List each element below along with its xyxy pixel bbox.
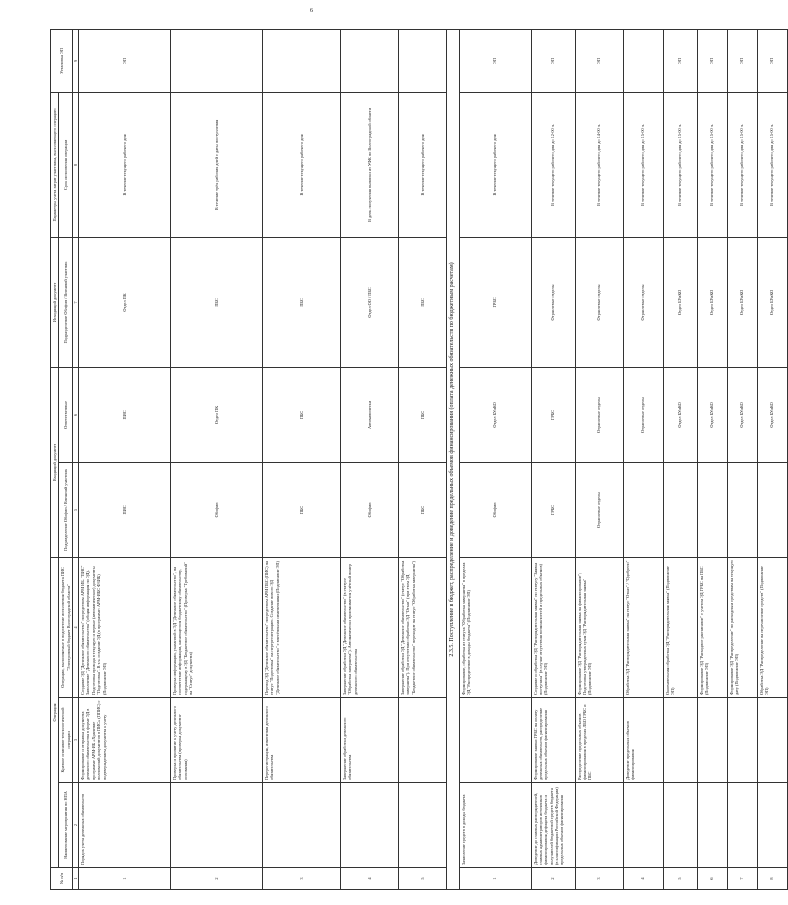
cell-tech <box>663 698 697 783</box>
cell-no: 1 <box>459 868 531 890</box>
cell-dept-in <box>623 462 663 557</box>
cell-ops: Формирование, обработка из статуса "Обработка завершена" в пределах ЭД "Распределение в доходы бюджета" (Подписание ЭП) <box>459 557 531 697</box>
header-dept-in: Подразделение Облфин / Внешний участник <box>59 462 73 557</box>
col-number: 8 <box>73 92 79 237</box>
cell-ep: ЭП <box>727 29 757 92</box>
cell-dept-in: ГРБС <box>531 462 575 557</box>
cell-tech: Формирование заявки ГРБС на оплату денежных обязательств, распределение предельных объемов финансирования <box>531 698 575 783</box>
cell-dept-in <box>697 462 727 557</box>
cell-event <box>263 783 341 868</box>
bottom-rows <box>459 29 787 889</box>
header-system-ops: Операции, выполняемые в подсистеме исполнения бюджета ПИС "Электронный бюджет Волгоградской области" <box>59 557 73 697</box>
cell-responsible: ПБС <box>399 367 447 462</box>
cell-ops: Создание ЭД "Денежное обязательство" посредством АРМ ИБ. "ПИС" Заполнение "Денежного обязательства" (общая информация по ЭД). Подготовка прохода в текущую и первые (автоматическое) документы "Подготовка". В т.ч. создание ЭД (в программе: АРМ-ИБС ФЗИБ) (Подписание ЭП) <box>79 557 171 697</box>
cell-dept-out: ГРБС <box>459 237 531 367</box>
cell-no: 6 <box>697 868 727 890</box>
cell-dept-out: Отраслевые отделы <box>623 237 663 367</box>
cell-ops: Проверка информации, указанной в ЭД "Денежное обязательство", на соответствие информации, касающегося бюджетному обязательству, содержащему в ЭД "Бюджетное обязательство" (Проверка "Требований" на "Статус" документа) <box>171 557 263 697</box>
cell-dept-in: ПИС <box>79 462 171 557</box>
cell-dept-out: Отдел БУиКО <box>697 237 727 367</box>
col-number: 4 <box>73 557 79 697</box>
cell-event: Доведение до главных распорядителей, главных администраторов источников финансирования дефицита бюджета и получателей бюджетной средств бюджета (в классификации Российской Федерации) предельных объемов финансирования <box>531 783 575 868</box>
cell-ops: Формирование ЭД "Распорядительная заявка на финансирование"; Подготовка утвержденных сумм ЭД "Распорядительная заявка" (Подписание ЭП) <box>575 557 623 697</box>
cell-deadline: В день получения выписки из УФК по Волгоградской области <box>341 92 399 237</box>
cell-dept-out: ПБС <box>263 237 341 367</box>
header-incoming-doc: Входящий документ <box>51 367 59 557</box>
cell-ops: Обработка ЭД "Распорядительная заявка" на статус "Отказ" / "Одобрено" <box>623 557 663 697</box>
col-number: 9 <box>73 29 79 92</box>
cell-responsible: Автоматически <box>341 367 399 462</box>
cell-responsible: ПИС <box>79 367 171 462</box>
cell-deadline: В течение текущего рабочего дня до 14-00 ч. <box>575 92 623 237</box>
col-number: 3 <box>73 698 79 783</box>
col-number: 6 <box>73 367 79 462</box>
cell-dept-in: Облфин <box>171 462 263 557</box>
cell-dept-in <box>663 462 697 557</box>
cell-deadline: В течение текущего рабочего дня до 15-00 ч. <box>727 92 757 237</box>
col-number: 7 <box>73 237 79 367</box>
table-row <box>575 29 623 889</box>
cell-ep <box>171 29 263 92</box>
cell-ops: Обработка ЭД "Распределение на перечисление средств" (Подписание ЭП) <box>757 557 787 697</box>
cell-dept-in: Отраслевые отделы <box>575 462 623 557</box>
cell-tech: Перерегистрация, изменения денежного обязательства <box>263 698 341 783</box>
cell-deadline: В течение текущего рабочего дня <box>263 92 341 237</box>
cell-ep: ЭП <box>697 29 727 92</box>
cell-ep <box>399 29 447 92</box>
table-row <box>757 29 787 889</box>
cell-no: 3 <box>575 868 623 890</box>
cell-responsible: Отдел БУиКО <box>727 367 757 462</box>
cell-ep: ЭП <box>531 29 575 92</box>
cell-tech <box>727 698 757 783</box>
col-number: 1 <box>73 868 79 890</box>
cell-ops: Завершение обработки ЭД "Денежное обязательство" (статус "Обработка завершена"). При отсутствии обработки ЭД "Отказ" (при этом ЭД "Бюджетное обязательство" переходит на статус "Обработка завершена") <box>399 557 447 697</box>
cell-responsible: Отраслевые отделы <box>623 367 663 462</box>
cell-event <box>623 783 663 868</box>
cell-no: 5 <box>663 868 697 890</box>
table-row <box>623 29 663 889</box>
cell-dept-out: Отдел ОО / ПБС <box>341 237 399 367</box>
cell-tech: Завершение обработки денежного обязательства <box>341 698 399 783</box>
cell-ep: ЭП <box>757 29 787 92</box>
header-responsible: Ответственные <box>59 367 73 462</box>
cell-ops: Перевод ЭД "Денежное обязательство" посредством АРМ ПБС (ПИС) на статус "Подготовка" на перерегистрацию. Создание нового ЭД "Денежное обязательство" с внесёнными изменениями (Подписание ЭП) <box>263 557 341 697</box>
cell-deadline: В течение текущего рабочего дня до 15-00 ч. <box>663 92 697 237</box>
cell-tech: Распределение предельных объемов финансирования в пределах ЛБО ГРБС и ПБС <box>575 698 623 783</box>
cell-responsible: ПБС <box>263 367 341 462</box>
cell-dept-in: ПБС <box>263 462 341 557</box>
cell-no: 7 <box>727 868 757 890</box>
cell-ops: Формирование ЭД "Распределение" по расходным средствам на текущую дату (Подписание ЭП) <box>727 557 757 697</box>
cell-dept-in: Облфин <box>459 462 531 557</box>
cell-no: 4 <box>623 868 663 890</box>
header-no: № п/п <box>51 868 73 890</box>
cell-no: 4 <box>341 868 399 890</box>
cell-deadline: В течение текущего рабочего дня до 15-00 ч. <box>757 92 787 237</box>
page-number: 6 <box>310 8 313 14</box>
cell-tech: Формирование и отправка документа денежного обязательства в форме ЭД в программе АРМ-ИБ «Хранение полномочий документов в ПИС» (ППИС) с подтверждением документа к учету <box>79 698 171 783</box>
cell-deadline: В течение текущего рабочего дня до 15-00 ч. <box>623 92 663 237</box>
cell-responsible: Отдел ПК <box>171 367 263 462</box>
header-event-name: Наименование мероприятия по НПА <box>59 783 73 868</box>
cell-no: 1 <box>79 868 171 890</box>
process-table <box>50 29 788 890</box>
cell-no: 3 <box>263 868 341 890</box>
header-deadline: Срок исполнения операции <box>59 92 73 237</box>
table-row <box>459 29 531 889</box>
cell-deadline: В течение текущего рабочего дня <box>459 92 531 237</box>
cell-tech: Доведение предельных объемов финансирования <box>623 698 663 783</box>
cell-dept-in: ПБС <box>399 462 447 557</box>
col-number: 5 <box>73 462 79 557</box>
table-row <box>399 29 447 889</box>
table-row <box>697 29 727 889</box>
cell-event <box>575 783 623 868</box>
cell-no: 2 <box>171 868 263 890</box>
cell-deadline: В течение текущего рабочего дня до 12-00 ч. <box>531 92 575 237</box>
cell-ep: ЭП <box>459 29 531 92</box>
cell-dept-in <box>727 462 757 557</box>
cell-ep <box>341 29 399 92</box>
cell-ep: ЭП <box>663 29 697 92</box>
cell-ops: Завершение обработки ЭД "Денежное обязательство" (в статусе "Обработка завершена"). Автоматически присваивается учётный номер денежного обязательства <box>341 557 399 697</box>
table-row <box>79 29 171 889</box>
cell-ops: Окончательная обработка ЭД "Распорядительная заявка" (Подписание ЭП) <box>663 557 697 697</box>
table-row <box>531 29 575 889</box>
cell-event <box>663 783 697 868</box>
table-row <box>263 29 341 889</box>
cell-responsible: ГРБС <box>531 367 575 462</box>
cell-no: 2 <box>531 868 575 890</box>
cell-dept-out: Отдел БУиКО <box>757 237 787 367</box>
cell-dept-out: Отраслевые отделы <box>575 237 623 367</box>
cell-event: Порядок учета денежных обязательств <box>79 783 171 868</box>
cell-event <box>399 783 447 868</box>
cell-dept-out: Отраслевые отделы <box>531 237 575 367</box>
cell-dept-out: ПБС <box>171 237 263 367</box>
cell-ep <box>623 29 663 92</box>
cell-responsible: Отдел БУиКО <box>663 367 697 462</box>
cell-ep <box>263 29 341 92</box>
cell-event <box>697 783 727 868</box>
header-outgoing-doc: Исходящий документ <box>51 237 59 367</box>
cell-tech <box>757 698 787 783</box>
cell-dept-in <box>757 462 787 557</box>
table-row <box>171 29 263 889</box>
cell-event <box>171 783 263 868</box>
table-row <box>727 29 757 889</box>
cell-responsible: Отраслевые отделы <box>575 367 623 462</box>
cell-deadline: В течение текущего рабочего дня до 15-00 ч. <box>697 92 727 237</box>
cell-dept-out: Отдел БУиКО <box>663 237 697 367</box>
header-params: Параметры учета затрат участника, выполняющего операцию <box>51 92 59 237</box>
rotated-table-page <box>50 30 775 890</box>
cell-tech: Проверка и принятие к учету денежного обязательства (проверка документа-основания) <box>171 698 263 783</box>
cell-dept-out: Отдел БУиКО <box>727 237 757 367</box>
header-dept-out: Подразделение Облфин / Внешний участник <box>59 237 73 367</box>
cell-deadline: В течение текущего рабочего дня <box>399 92 447 237</box>
cell-tech <box>399 698 447 783</box>
cell-tech <box>697 698 727 783</box>
header-tech-description: Краткое описание технологической операции <box>59 698 73 783</box>
col-number: 2 <box>73 783 79 868</box>
cell-event: Зачисление средств в доходы бюджета <box>459 783 531 868</box>
cell-responsible: Отдел БУиКО <box>757 367 787 462</box>
table-row <box>663 29 697 889</box>
cell-responsible: Отдел БУиКО <box>697 367 727 462</box>
cell-no: 8 <box>757 868 787 890</box>
cell-event <box>341 783 399 868</box>
cell-responsible: Отдел БУиКО <box>459 367 531 462</box>
cell-dept-out: Отдел ПК <box>79 237 171 367</box>
cell-event <box>727 783 757 868</box>
cell-ops: Формирование ЭД "Расходное расписание" с учетом ЭД ГРБС на ПБС (Подписание ЭП) <box>697 557 727 697</box>
header-setting: Установка ЭП <box>51 29 73 92</box>
section-title: 2.3.5. Поступление в бюджет, распределение и доведение предельных объемов финансирования (оплата денежных обязательств по бюджетным расчетам) <box>447 29 460 889</box>
cell-deadline: В течение трёх рабочих дней с даты поступления <box>171 92 263 237</box>
cell-deadline: В течение текущего рабочего дня <box>79 92 171 237</box>
cell-ep: ЭП <box>575 29 623 92</box>
cell-tech <box>459 698 531 783</box>
cell-dept-in: Облфин <box>341 462 399 557</box>
table-row <box>341 29 399 889</box>
header-operation: Операция <box>51 557 59 867</box>
cell-event <box>757 783 787 868</box>
cell-dept-out: ПБС <box>399 237 447 367</box>
top-rows <box>79 29 447 889</box>
section-row <box>447 29 460 889</box>
cell-ep: ЭП <box>79 29 171 92</box>
cell-ops: Создание и обработка ЭД "Распорядительная заявка" по статусу "Заявка поступила" (в случае отсутствия возможностей и предельных объемов) (Подписание ЭП) <box>531 557 575 697</box>
cell-no: 5 <box>399 868 447 890</box>
